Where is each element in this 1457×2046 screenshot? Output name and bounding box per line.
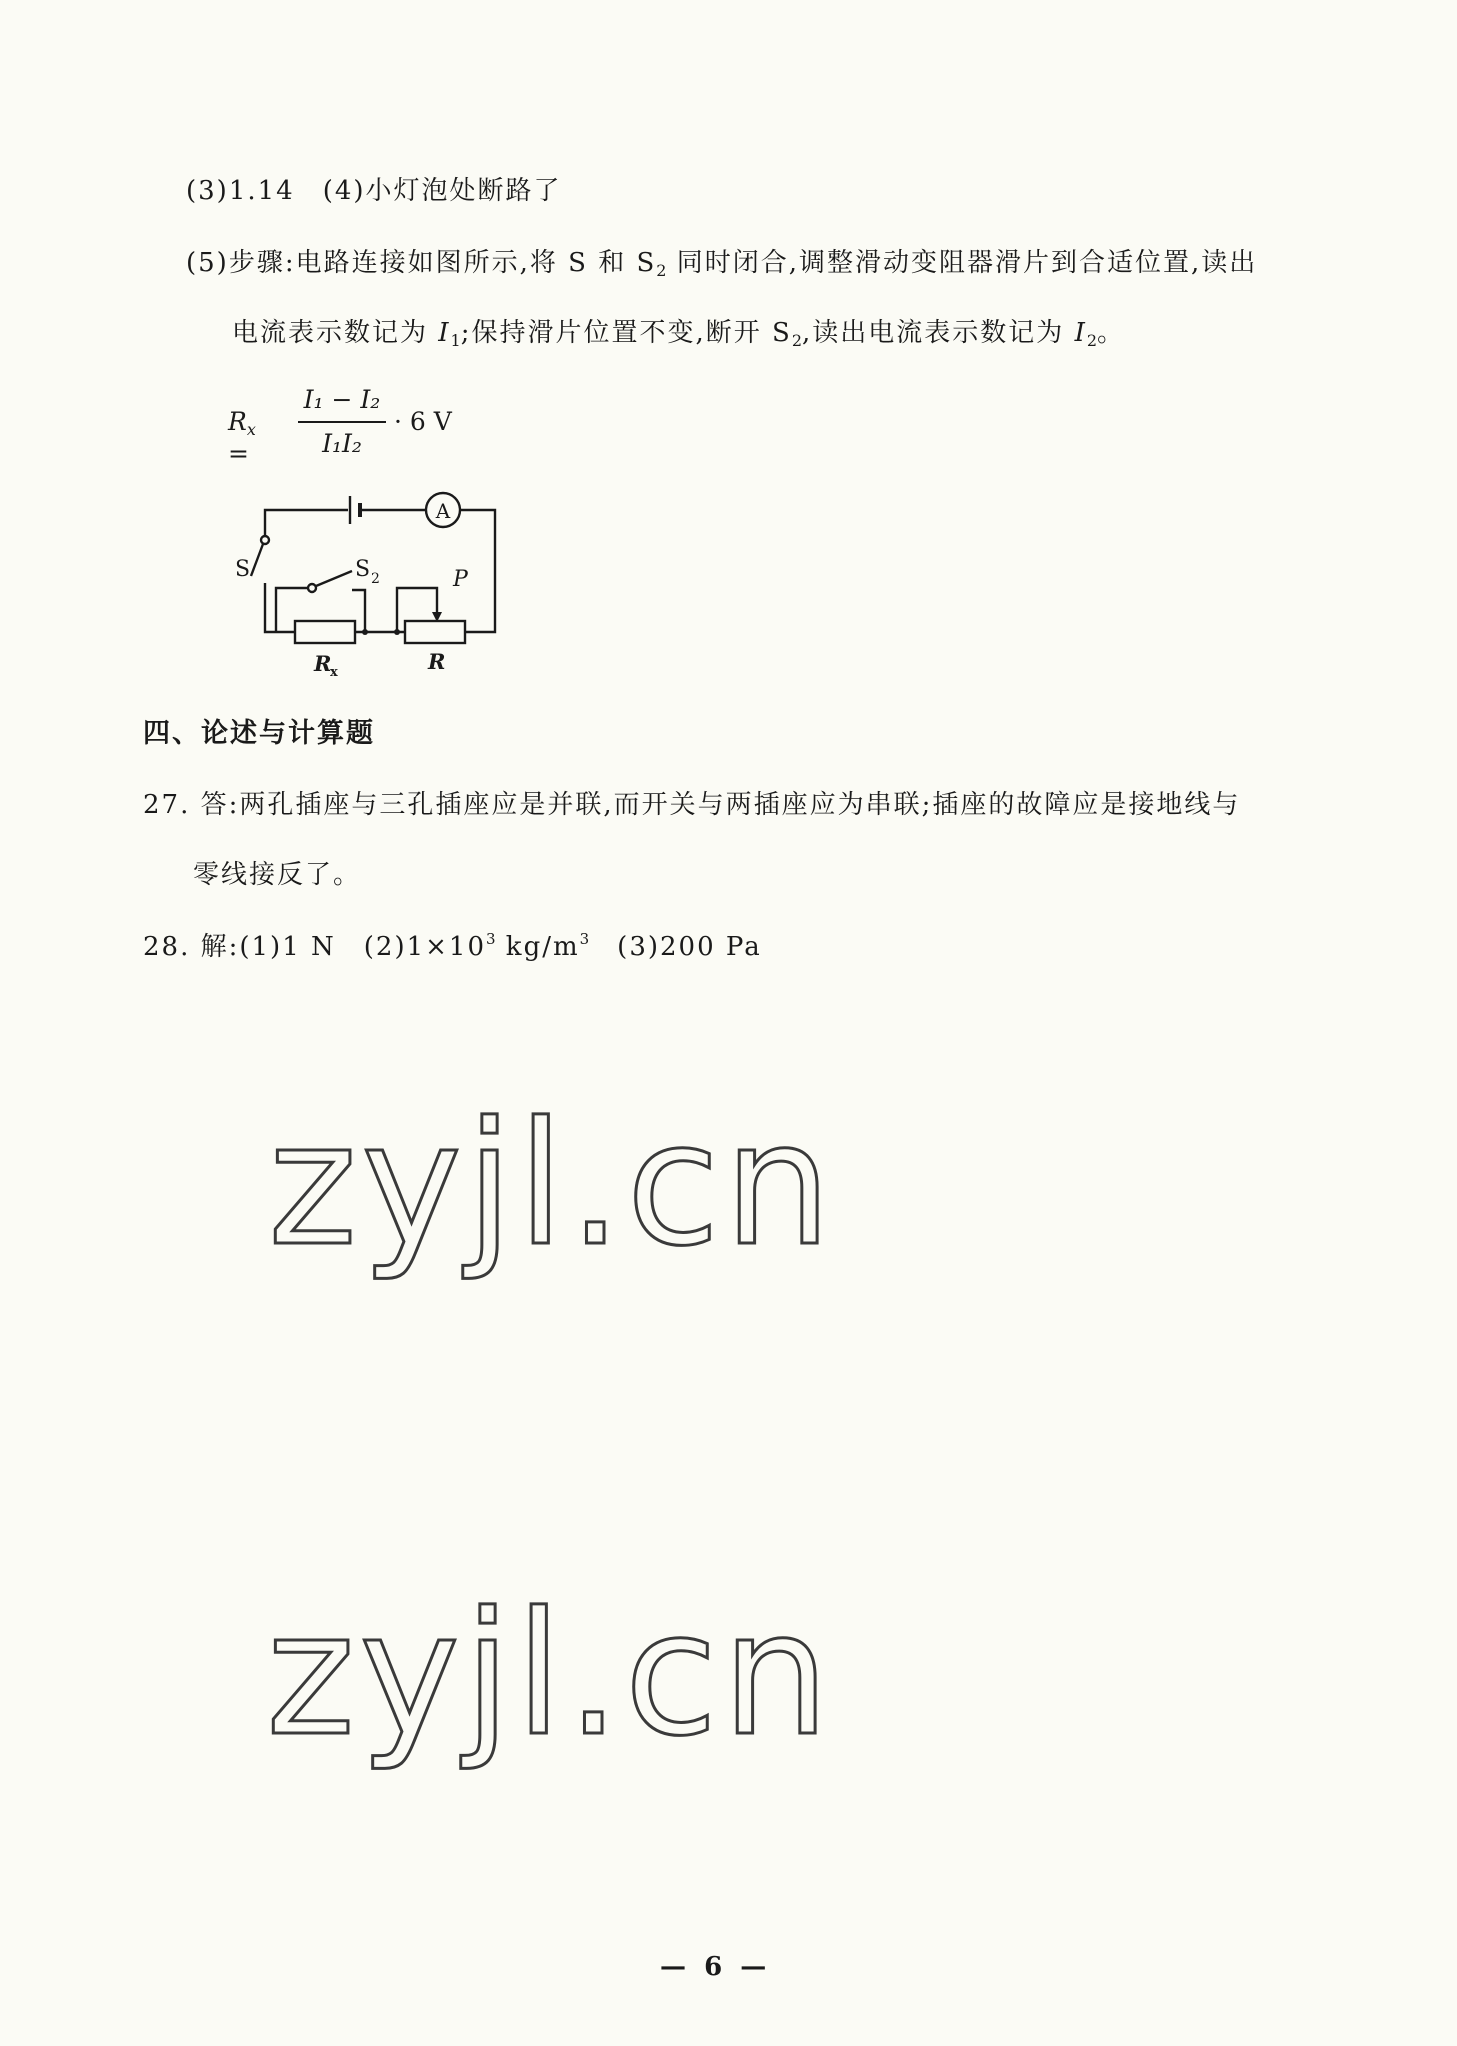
superscript: 3: [579, 930, 590, 948]
subscript: 1: [450, 331, 461, 350]
current-symbol: I: [438, 318, 451, 348]
formula-tail: · 6 V: [394, 407, 452, 436]
text-segment: 28. 解:(1)1 N (2)1×10: [143, 932, 486, 962]
rx-subscript: x: [330, 665, 338, 680]
watermark-logo: zyjl.cn: [266, 1576, 834, 1774]
answer-line-5-step-cont: [232, 320, 1125, 349]
answer-line-5-step: [186, 250, 1257, 279]
text-segment: (5)步骤:电路连接如图所示,将 S 和 S: [186, 248, 657, 278]
r-label: R: [428, 649, 446, 674]
text-segment: (3)200 Pa: [589, 932, 762, 962]
slider-label: P: [453, 567, 468, 592]
section-heading: 四、论述与计算题: [143, 718, 375, 749]
wire-top-left: [265, 510, 348, 536]
fraction-numerator: I₁ − I₂: [303, 385, 381, 414]
switch-s-label: S: [235, 557, 251, 582]
ammeter-label: A: [435, 499, 451, 523]
fraction-bar: [298, 421, 386, 423]
circuit-diagram: [220, 480, 520, 680]
fraction-denominator: I₁I₂: [322, 429, 362, 458]
q27-line-1: 27. 答:两孔插座与三孔插座应是并联,而开关与两插座应为串联;插座的故障应是接地线与: [143, 790, 1241, 820]
junction-dot: [362, 629, 368, 635]
equals-sign: =: [228, 439, 249, 468]
switch-s-terminal: [261, 536, 269, 544]
q27-line-2: 零线接反了。: [193, 860, 362, 890]
switch-s2-label: S: [355, 557, 371, 582]
page-number: — 6 —: [660, 1952, 767, 1982]
rx-label: R: [314, 651, 332, 676]
text-segment: ,读出电流表示数记为: [802, 318, 1075, 348]
watermark-logo: zyjl.cn: [268, 1086, 836, 1284]
resistor-rx: [295, 621, 355, 643]
rheostat-r: [405, 621, 465, 643]
superscript: 3: [486, 930, 496, 948]
switch-s2-subscript: 2: [371, 571, 380, 587]
text-segment: 。: [1097, 318, 1126, 348]
subscript: 2: [791, 331, 803, 350]
current-symbol: I: [1074, 318, 1087, 348]
text-segment: ;保持滑片位置不变,断开 S: [460, 318, 792, 348]
formula-lhs: R: [228, 407, 247, 436]
wire-left: [265, 583, 295, 632]
subscript: 2: [656, 261, 667, 280]
subscript: x: [246, 420, 256, 439]
q28-line: [143, 932, 762, 960]
text-segment: 同时闭合,调整滑动变阻器滑片到合适位置,读出: [666, 248, 1258, 278]
text-segment: 电流表示数记为: [232, 318, 439, 348]
switch-s2-blade: [316, 571, 352, 586]
switch-s2-terminal: [308, 584, 316, 592]
junction-dot: [394, 629, 400, 635]
text-segment: kg/m: [495, 932, 580, 962]
answer-line-3-4: (3)1.14 (4)小灯泡处断路了: [186, 176, 562, 206]
subscript: 2: [1086, 331, 1098, 350]
switch-s-blade: [251, 544, 263, 576]
